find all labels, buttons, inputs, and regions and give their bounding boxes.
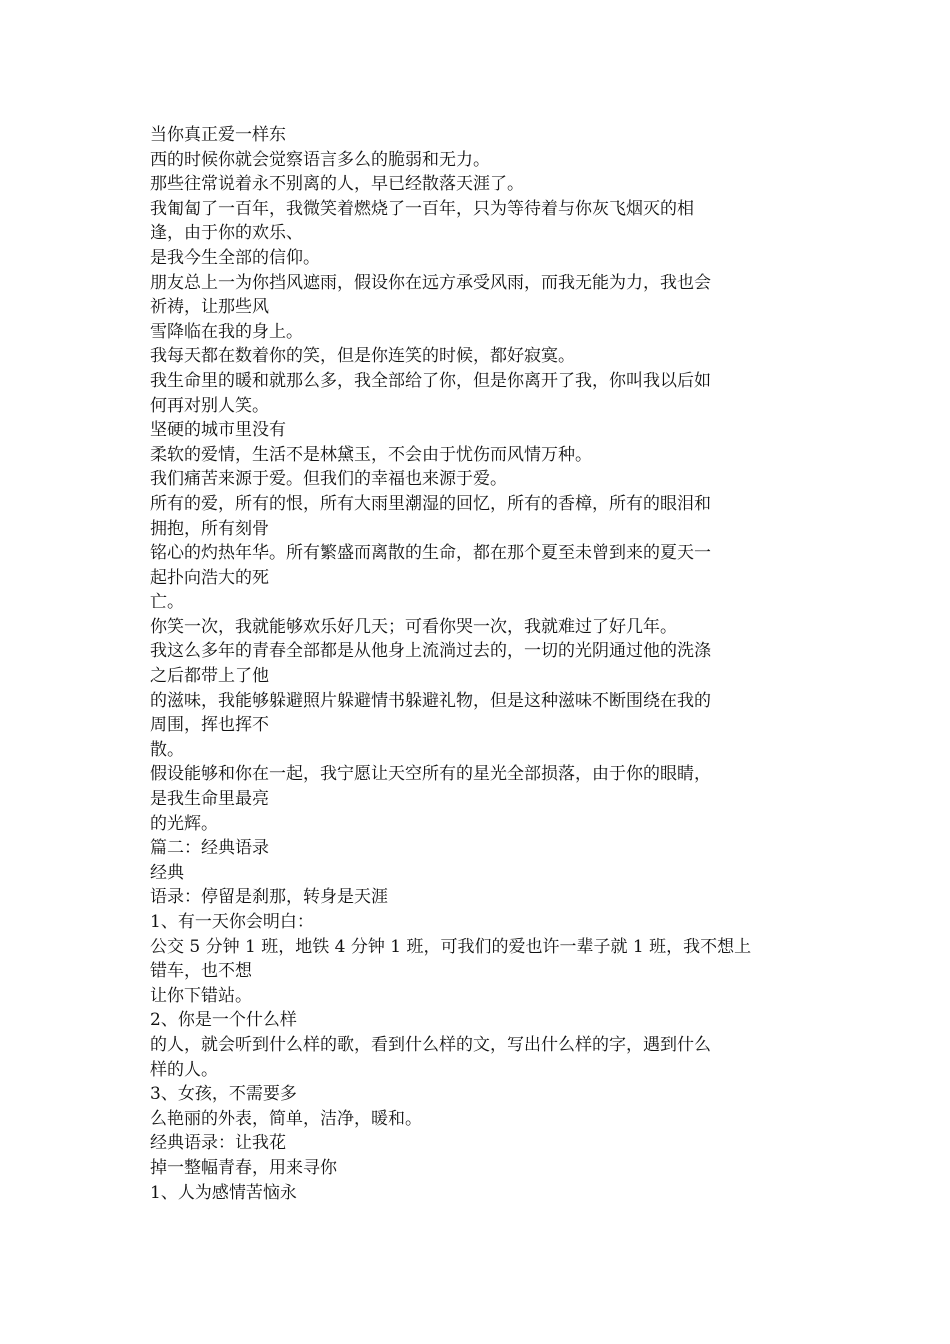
text-line: 样的人。 <box>150 1059 218 1080</box>
text-line: 西的时候你就会觉察语言多么的脆弱和无力。 <box>150 149 490 170</box>
text-line: 经典 <box>150 862 184 883</box>
text-line: 我这么多年的青春全部都是从他身上流淌过去的，一切的光阴通过他的洗涤 <box>150 641 711 662</box>
text-line: 柔软的爱情，生活不是林黛玉，不会由于忧伤而风情万种。 <box>150 444 592 465</box>
text-line: 起扑向浩大的死 <box>150 567 269 588</box>
text-line: 祈祷，让那些风 <box>150 297 269 318</box>
text-line: 逢，由于你的欢乐、 <box>150 223 303 244</box>
text-line: 亡。 <box>150 592 184 613</box>
text-line: 当你真正爱一样东 <box>150 125 286 145</box>
list-item: 2、你是一个什么样 <box>150 1010 297 1031</box>
text-line: 雪降临在我的身上。 <box>150 321 303 342</box>
list-item: 1、人为感情苦恼永 <box>150 1182 297 1203</box>
text-line: 朋友总上一为你挡风遮雨，假设你在远方承受风雨，而我无能为力，我也会 <box>150 272 711 293</box>
text-line: 语录：停留是刹那，转身是天涯 <box>150 887 388 908</box>
text-line: 散。 <box>150 739 184 760</box>
text-line: 拥抱，所有刻骨 <box>150 518 269 539</box>
text-line: 公交 5 分钟 1 班，地铁 4 分钟 1 班，可我们的爱也许一辈子就 1 班，我不想上 <box>150 936 752 957</box>
text-line: 经典语录：让我花 <box>150 1133 286 1154</box>
text-line: 铭心的灼热年华。所有繁盛而离散的生命，都在那个夏至未曾到来的夏天一 <box>150 543 711 564</box>
text-line: 我每天都在数着你的笑，但是你连笑的时候，都好寂寞。 <box>150 346 575 367</box>
section-heading: 篇二：经典语录 <box>150 838 269 859</box>
text-line: 让你下错站。 <box>150 985 252 1006</box>
text-line: 假设能够和你在一起，我宁愿让天空所有的星光全部损落，由于你的眼睛， <box>150 764 711 785</box>
text-line: 我生命里的暖和就那么多，我全部给了你，但是你离开了我，你叫我以后如 <box>150 370 711 391</box>
text-line: 我匍匐了一百年，我微笑着燃烧了一百年，只为等待着与你灰飞烟灭的相 <box>150 198 694 219</box>
list-item: 3、女孩，不需要多 <box>150 1084 297 1105</box>
text-line: 掉一整幅青春，用来寻你 <box>150 1157 337 1178</box>
text-line: 么艳丽的外表，简单，洁净，暖和。 <box>150 1108 422 1129</box>
text-line: 所有的爱，所有的恨，所有大雨里潮湿的回忆，所有的香樟，所有的眼泪和 <box>150 493 711 514</box>
document-text-body <box>150 123 800 1205</box>
list-item: 1、有一天你会明白： <box>150 912 314 932</box>
text-line: 的人，就会听到什么样的歌，看到什么样的文，写出什么样的字，遇到什么 <box>150 1034 711 1055</box>
text-line: 是我今生全部的信仰。 <box>150 247 320 268</box>
text-line: 之后都带上了他 <box>150 666 269 687</box>
text-line: 的滋味，我能够躲避照片躲避情书躲避礼物，但是这种滋味不断围绕在我的 <box>150 690 711 711</box>
text-line: 我们痛苦来源于爱。但我们的幸福也来源于爱。 <box>150 469 507 490</box>
text-line: 那些往常说着永不别离的人，早已经散落天涯了。 <box>150 174 524 195</box>
text-line: 你笑一次，我就能够欢乐好几天；可看你哭一次，我就难过了好几年。 <box>150 616 677 637</box>
text-line: 是我生命里最亮 <box>150 789 269 810</box>
text-line: 何再对别人笑。 <box>150 395 269 416</box>
text-line: 错车，也不想 <box>150 961 252 982</box>
text-line: 坚硬的城市里没有 <box>150 420 286 441</box>
text-line: 周围，挥也挥不 <box>150 715 269 736</box>
text-line: 的光辉。 <box>150 813 218 834</box>
